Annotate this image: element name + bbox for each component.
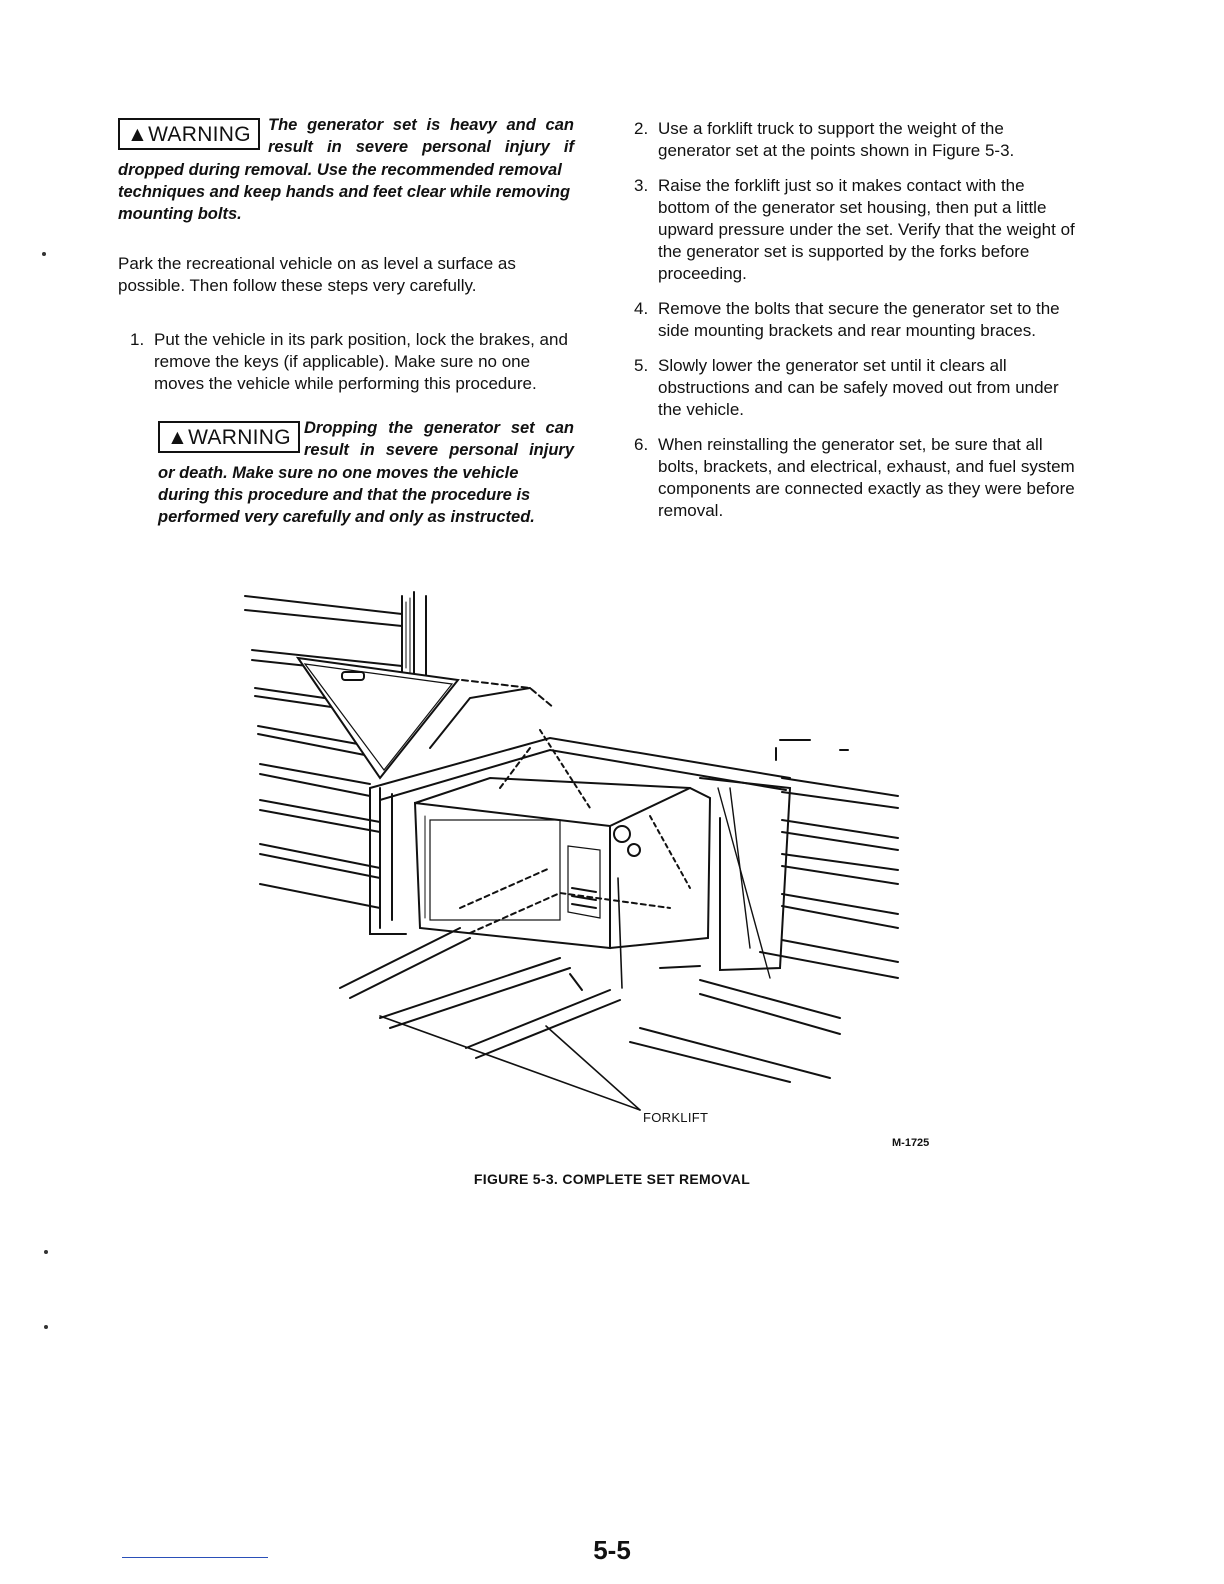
step-item (634, 175, 1080, 285)
warning-1-text: dropped during removal. Use the recommended removal techniques and keep hands and feet clear while removing mounting bolts. (118, 161, 571, 223)
figure-5-3-illustration (230, 588, 950, 1125)
scan-speck (44, 1250, 48, 1254)
scan-speck (42, 252, 46, 256)
step-text: Raise the forklift just so it makes contact with the bottom of the generator set housing, then put a little upward pressure under the set. Verify that the weight of the generator set is supported by the forks before proceeding. (658, 176, 1075, 283)
step-number: 4. (634, 299, 649, 318)
steps-right (634, 118, 1080, 522)
warning-block-2 (158, 417, 574, 528)
intro-paragraph: Park the recreational vehicle on as level a surface as possible. Then follow these steps very carefully. (118, 254, 516, 295)
warning-1-head: The generator set is heavy and can result in severe personal injury if (268, 116, 574, 156)
step-number: 5. (634, 356, 649, 375)
rv-siding-right (630, 740, 898, 1082)
forklift-callout-label: FORKLIFT (643, 1110, 709, 1125)
right-column (634, 118, 1080, 535)
warning-label-2: ▲WARNING (158, 421, 300, 453)
forklift-forks (340, 928, 620, 1058)
step-item (634, 118, 1080, 162)
step-text: Put the vehicle in its park position, lock the brakes, and remove the keys (if applicable). Make sure no one moves the vehicle while performing this procedure. (154, 330, 568, 393)
access-door (298, 658, 458, 778)
bottom-rule (122, 1557, 268, 1558)
generator-set (415, 778, 710, 988)
step-item (634, 434, 1080, 522)
left-column (118, 114, 574, 528)
warning-block-1 (118, 114, 574, 225)
step-number: 6. (634, 435, 649, 454)
step-text: Remove the bolts that secure the generator set to the side mounting brackets and rear mounting braces. (658, 299, 1060, 340)
figure-caption: FIGURE 5-3. COMPLETE SET REMOVAL (473, 1171, 751, 1187)
warning-2-head: Dropping the generator set can result in severe personal injury (304, 419, 574, 459)
step-number: 1. (130, 330, 145, 349)
step-number: 3. (634, 176, 649, 195)
generator-removal-drawing (230, 588, 950, 1118)
step-number: 2. (634, 119, 649, 138)
warning-label-1: ▲WARNING (118, 118, 260, 150)
step-item (634, 355, 1080, 421)
mounting-bracket-right (660, 778, 790, 978)
page-number: 5-5 (593, 1535, 631, 1565)
figure-code: M-1725 (892, 1137, 930, 1149)
scan-speck (44, 1325, 48, 1329)
step-item (130, 329, 574, 395)
step-text: Use a forklift truck to support the weight of the generator set at the points shown in Figure 5-3. (658, 119, 1015, 160)
step-text: When reinstalling the generator set, be sure that all bolts, brackets, and electrical, exhaust, and fuel system components are connected exactly as they were before removal. (658, 435, 1075, 520)
step-item (634, 298, 1080, 342)
step-text: Slowly lower the generator set until it clears all obstructions and can be safely moved out from under the vehicle. (658, 356, 1059, 419)
steps-left (130, 329, 574, 395)
warning-2-text: or death. Make sure no one moves the vehicle during this procedure and that the procedure is performed very carefully and only as instructed. (158, 464, 535, 526)
